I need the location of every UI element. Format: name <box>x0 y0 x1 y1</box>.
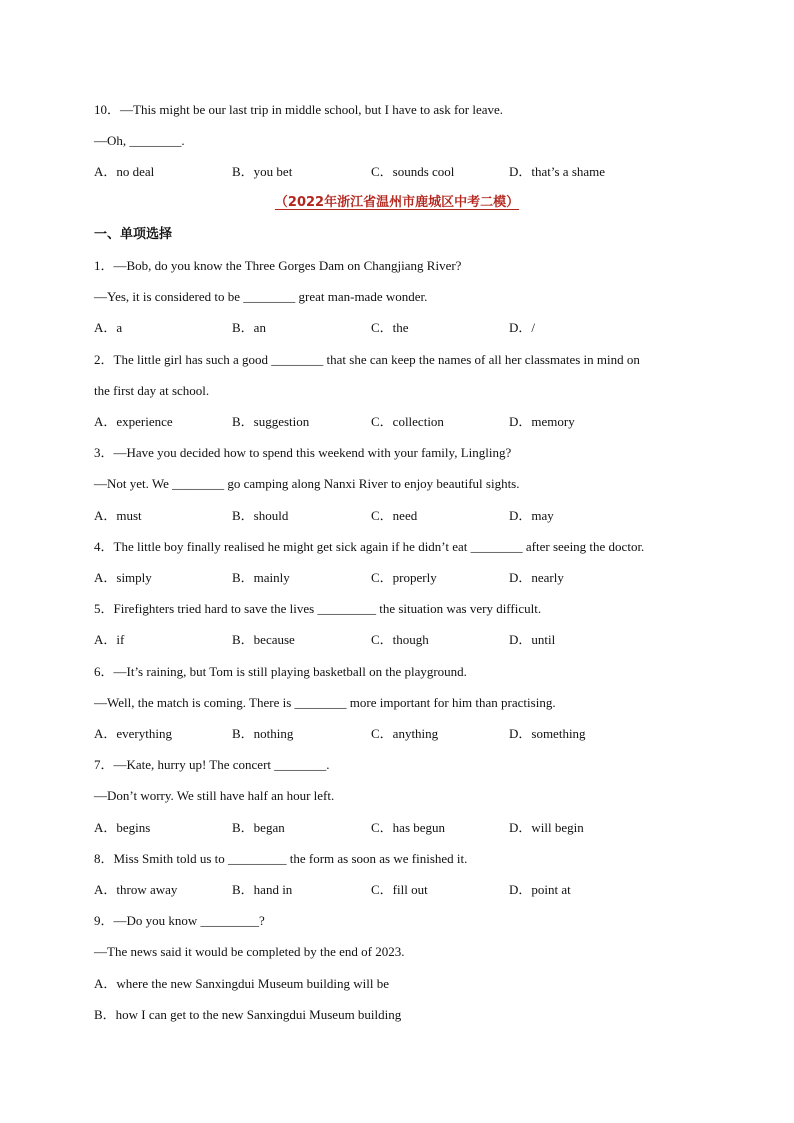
option-a: A．must <box>94 508 142 523</box>
option-d: D．will begin <box>509 820 584 835</box>
option-c: C．properly <box>371 570 437 585</box>
question-9-line-2: —The news said it would be completed by the end of 2023. <box>94 944 405 959</box>
question-1-line-2: —Yes, it is considered to be ________ great man-made wonder. <box>94 289 428 304</box>
option-b: B．suggestion <box>232 414 310 429</box>
option-d: D．may <box>509 508 554 523</box>
question-1-line-1: 1．—Bob, do you know the Three Gorges Dam on Changjiang River? <box>94 258 462 273</box>
option-b: B．an <box>232 320 266 335</box>
option-a: A．if <box>94 632 125 647</box>
option-d: D．point at <box>509 882 571 897</box>
question-8-options <box>94 880 714 900</box>
question-2-options <box>94 412 714 432</box>
option-a: A．simply <box>94 570 152 585</box>
option-b: B．mainly <box>232 570 290 585</box>
question-10-reply: —Oh, ________. <box>94 133 185 148</box>
option-b: B．because <box>232 632 295 647</box>
option-a: A．throw away <box>94 882 178 897</box>
option-c: C．sounds cool <box>371 164 455 179</box>
question-10-options <box>94 162 714 182</box>
question-9-line-1: 9．—Do you know _________? <box>94 913 265 928</box>
option-d: D．that’s a shame <box>509 164 606 179</box>
option-a: A．begins <box>94 820 151 835</box>
question-3-line-2: —Not yet. We ________ go camping along Nanxi River to enjoy beautiful sights. <box>94 476 520 491</box>
option-b: B．began <box>232 820 285 835</box>
option-a: A．everything <box>94 726 172 741</box>
question-7-line-1: 7．—Kate, hurry up! The concert ________. <box>94 757 330 772</box>
section-heading: 一、单项选择 <box>94 227 173 242</box>
option-c: C．need <box>371 508 418 523</box>
option-b: B．hand in <box>232 882 293 897</box>
question-2-line-2: the first day at school. <box>94 383 210 398</box>
option-d: D．something <box>509 726 586 741</box>
option-b: B．should <box>232 508 289 523</box>
section-source-title <box>0 193 794 213</box>
option-a: A．experience <box>94 414 173 429</box>
option-d: D．/ <box>509 320 536 335</box>
option-b: B．nothing <box>232 726 294 741</box>
option-d: D．until <box>509 632 556 647</box>
question-4-options <box>94 568 714 588</box>
option-c: C．collection <box>371 414 444 429</box>
option-c: C．has begun <box>371 820 446 835</box>
option-c: C．fill out <box>371 882 428 897</box>
question-7-options <box>94 818 714 838</box>
question-6-options <box>94 724 714 744</box>
question-2-line-1: 2．The little girl has such a good ________ that she can keep the names of all her classmates in mind on <box>94 352 640 367</box>
question-10-stem: 10．—This might be our last trip in middle school, but I have to ask for leave. <box>94 102 504 117</box>
option-b: B．you bet <box>232 164 293 179</box>
question-9-option-a: A．where the new Sanxingdui Museum building will be <box>94 976 389 991</box>
option-c: C．the <box>371 320 409 335</box>
question-8-line-1: 8．Miss Smith told us to _________ the form as soon as we finished it. <box>94 851 468 866</box>
question-6-line-2: —Well, the match is coming. There is ________ more important for him than practising. <box>94 695 556 710</box>
option-c: C．anything <box>371 726 439 741</box>
question-4-line-1: 4．The little boy finally realised he might get sick again if he didn’t eat ________ after seeing the doctor. <box>94 539 645 554</box>
question-7-line-2: —Don’t worry. We still have half an hour left. <box>94 788 335 803</box>
option-d: D．nearly <box>509 570 564 585</box>
section-title-text: （2022年浙江省温州市鹿城区中考二模） <box>274 195 520 210</box>
question-5-line-1: 5．Firefighters tried hard to save the lives _________ the situation was very difficult. <box>94 601 542 616</box>
option-a: A．a <box>94 320 123 335</box>
question-9-option-b: B．how I can get to the new Sanxingdui Museum building <box>94 1007 402 1022</box>
question-1-options <box>94 318 714 338</box>
question-3-options <box>94 506 714 526</box>
question-3-line-1: 3．—Have you decided how to spend this weekend with your family, Lingling? <box>94 445 512 460</box>
option-a: A．no deal <box>94 164 155 179</box>
question-6-line-1: 6．—It’s raining, but Tom is still playing basketball on the playground. <box>94 664 467 679</box>
question-5-options <box>94 630 714 650</box>
option-c: C．though <box>371 632 429 647</box>
option-d: D．memory <box>509 414 575 429</box>
